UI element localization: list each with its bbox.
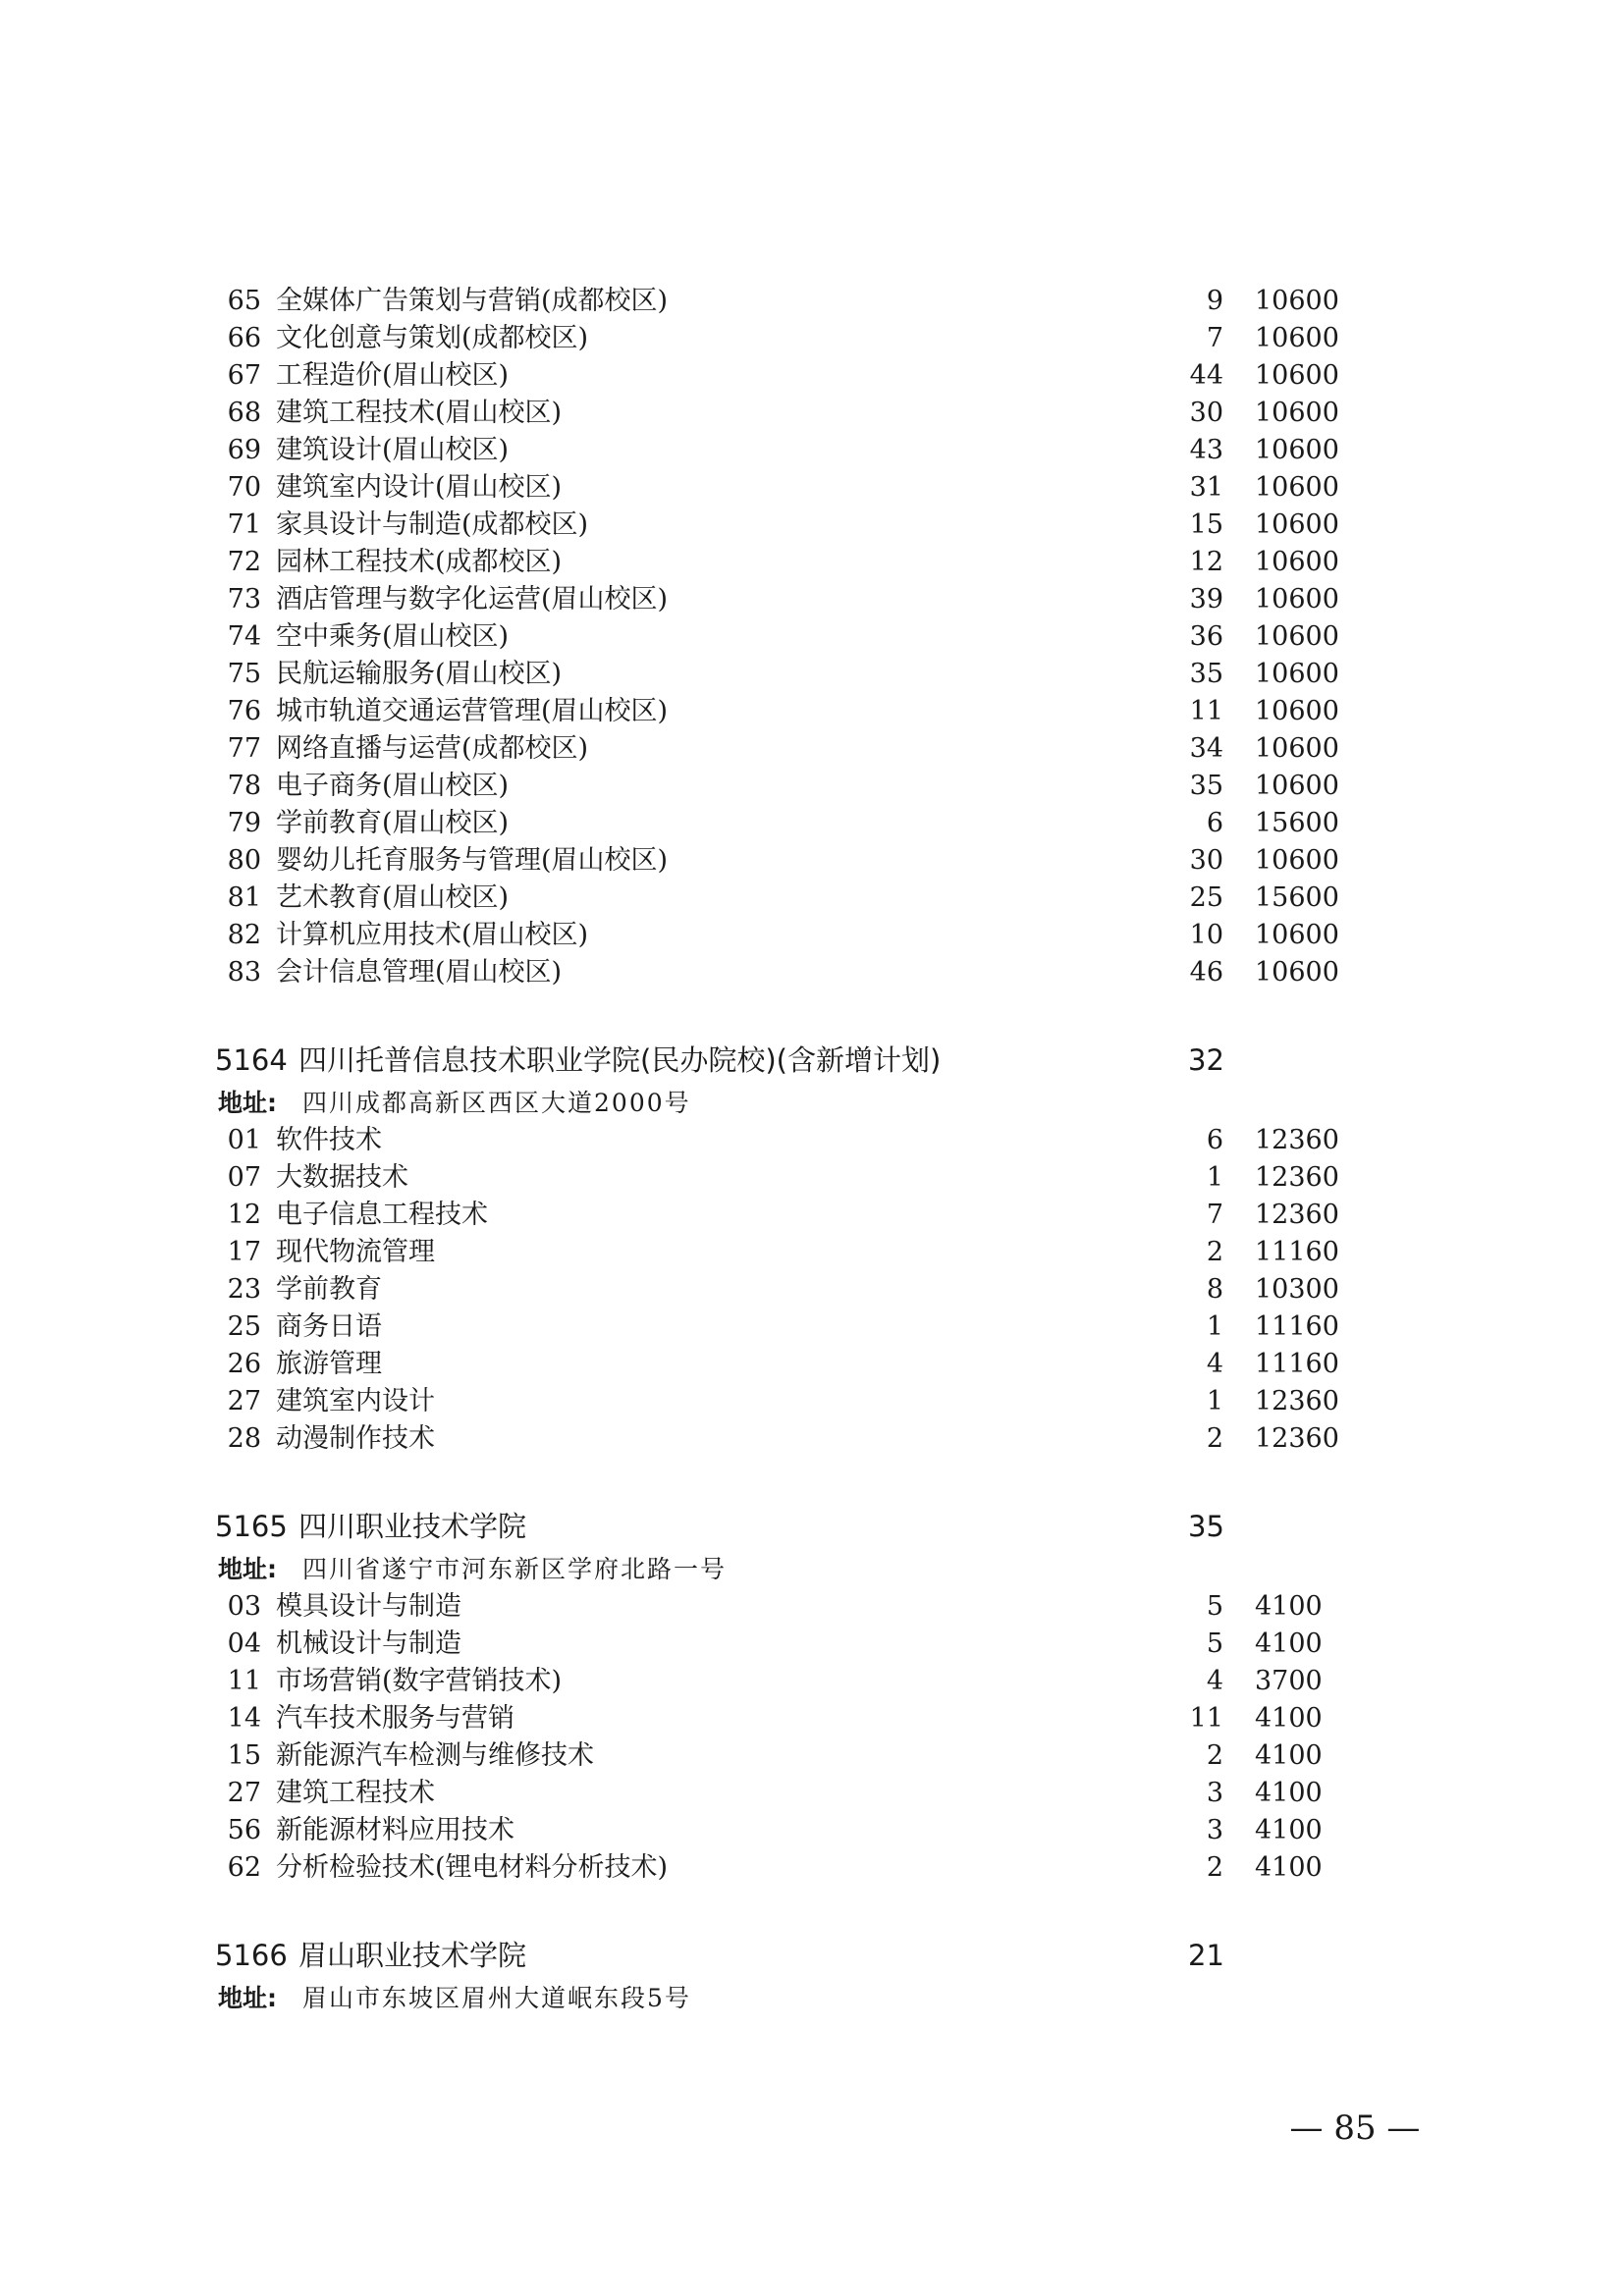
major-quota: 11 <box>1189 696 1223 726</box>
major-row <box>0 693 1624 730</box>
major-fee: 12360 <box>1255 1386 1339 1416</box>
major-fee: 4100 <box>1255 1852 1323 1883</box>
school-section <box>0 1036 1624 1458</box>
major-name: 大数据技术 <box>276 1162 408 1193</box>
address-label: 地址: <box>218 1089 277 1117</box>
major-fee: 4100 <box>1255 1815 1323 1845</box>
major-row <box>0 1737 1624 1775</box>
major-name: 建筑室内设计 <box>276 1386 435 1416</box>
major-name: 现代物流管理 <box>276 1237 435 1267</box>
school-name: 四川职业技术学院 <box>298 1510 527 1543</box>
major-code: 69 <box>227 435 261 465</box>
major-name: 机械设计与制造 <box>276 1629 461 1659</box>
major-row <box>0 469 1624 507</box>
major-code: 66 <box>227 323 261 353</box>
major-code: 56 <box>227 1815 261 1845</box>
major-name: 软件技术 <box>276 1125 382 1155</box>
major-code: 83 <box>227 957 261 988</box>
major-quota: 4 <box>1206 1349 1223 1379</box>
school-code: 5165 <box>215 1510 288 1543</box>
major-row <box>0 1159 1624 1197</box>
major-quota: 15 <box>1189 509 1223 540</box>
major-quota: 30 <box>1189 845 1223 876</box>
major-name: 建筑室内设计(眉山校区) <box>276 472 563 503</box>
major-quota: 31 <box>1189 472 1223 503</box>
major-fee: 10600 <box>1255 472 1339 503</box>
school-name: 眉山职业技术学院 <box>298 1939 527 1972</box>
major-code: 15 <box>227 1740 261 1771</box>
major-fee: 15600 <box>1255 808 1339 838</box>
major-name: 会计信息管理(眉山校区) <box>276 957 563 988</box>
major-row <box>0 656 1624 693</box>
address-text: 四川成都高新区西区大道2000号 <box>302 1089 691 1117</box>
major-name: 旅游管理 <box>276 1349 382 1379</box>
major-fee: 10600 <box>1255 323 1339 353</box>
major-code: 14 <box>227 1703 261 1734</box>
school-address <box>0 1980 1624 2017</box>
major-fee: 11160 <box>1255 1311 1339 1342</box>
major-name: 工程造价(眉山校区) <box>276 360 510 391</box>
major-quota: 2 <box>1206 1852 1223 1883</box>
major-name: 城市轨道交通运营管理(眉山校区) <box>276 696 669 726</box>
major-quota: 35 <box>1189 659 1223 689</box>
major-code: 74 <box>227 621 261 652</box>
major-code: 07 <box>227 1162 261 1193</box>
major-fee: 3700 <box>1255 1666 1323 1696</box>
school-code: 5164 <box>215 1043 288 1077</box>
major-row <box>0 283 1624 320</box>
major-row <box>0 917 1624 954</box>
major-name: 电子商务(眉山校区) <box>276 771 510 801</box>
major-name: 新能源材料应用技术 <box>276 1815 514 1845</box>
major-code: 82 <box>227 920 261 950</box>
major-row <box>0 544 1624 581</box>
major-quota: 10 <box>1189 920 1223 950</box>
school-total-quota: 21 <box>1188 1939 1224 1972</box>
major-code: 11 <box>227 1666 261 1696</box>
school-address <box>0 1085 1624 1122</box>
major-row <box>0 730 1624 768</box>
major-code: 12 <box>227 1200 261 1230</box>
major-code: 73 <box>227 584 261 614</box>
major-row <box>0 1626 1624 1663</box>
major-quota: 6 <box>1206 808 1223 838</box>
major-name: 电子信息工程技术 <box>276 1200 488 1230</box>
major-row <box>0 357 1624 395</box>
major-code: 28 <box>227 1423 261 1454</box>
major-quota: 5 <box>1206 1629 1223 1659</box>
school-header <box>0 1931 1624 1980</box>
major-row <box>0 1234 1624 1271</box>
major-code: 23 <box>227 1274 261 1305</box>
major-quota: 39 <box>1189 584 1223 614</box>
page-content <box>0 283 1624 2017</box>
school-section <box>0 1931 1624 2017</box>
school-header <box>0 1036 1624 1085</box>
school-name: 四川托普信息技术职业学院(民办院校)(含新增计划) <box>298 1043 942 1077</box>
major-quota: 3 <box>1206 1815 1223 1845</box>
major-name: 民航运输服务(眉山校区) <box>276 659 563 689</box>
major-row <box>0 1383 1624 1420</box>
major-row <box>0 581 1624 618</box>
major-fee: 10600 <box>1255 733 1339 764</box>
major-quota: 6 <box>1206 1125 1223 1155</box>
major-name: 计算机应用技术(眉山校区) <box>276 920 589 950</box>
major-name: 建筑工程技术 <box>276 1778 435 1808</box>
address-text: 四川省遂宁市河东新区学府北路一号 <box>302 1555 728 1583</box>
major-quota: 43 <box>1189 435 1223 465</box>
major-name: 学前教育 <box>276 1274 382 1305</box>
major-row <box>0 1346 1624 1383</box>
school-header <box>0 1502 1624 1551</box>
major-quota: 4 <box>1206 1666 1223 1696</box>
major-code: 62 <box>227 1852 261 1883</box>
major-fee: 4100 <box>1255 1591 1323 1622</box>
major-fee: 10600 <box>1255 547 1339 577</box>
major-code: 70 <box>227 472 261 503</box>
major-quota: 7 <box>1206 323 1223 353</box>
major-code: 27 <box>227 1386 261 1416</box>
address-label: 地址: <box>218 1555 277 1583</box>
school-section <box>0 1502 1624 1887</box>
major-row <box>0 1812 1624 1849</box>
major-quota: 12 <box>1189 547 1223 577</box>
major-code: 65 <box>227 286 261 316</box>
major-row <box>0 1197 1624 1234</box>
major-row <box>0 1271 1624 1308</box>
major-row <box>0 1308 1624 1346</box>
major-fee: 10600 <box>1255 845 1339 876</box>
major-name: 婴幼儿托育服务与管理(眉山校区) <box>276 845 669 876</box>
major-row <box>0 842 1624 880</box>
major-row <box>0 507 1624 544</box>
major-name: 全媒体广告策划与营销(成都校区) <box>276 286 669 316</box>
major-row <box>0 1420 1624 1458</box>
major-fee: 4100 <box>1255 1629 1323 1659</box>
major-fee: 4100 <box>1255 1740 1323 1771</box>
major-quota: 11 <box>1189 1703 1223 1734</box>
school-total-quota: 32 <box>1188 1043 1224 1077</box>
major-row <box>0 1775 1624 1812</box>
major-fee: 10600 <box>1255 584 1339 614</box>
major-name: 模具设计与制造 <box>276 1591 461 1622</box>
major-fee: 10600 <box>1255 659 1339 689</box>
major-fee: 10600 <box>1255 696 1339 726</box>
major-quota: 9 <box>1206 286 1223 316</box>
major-quota: 25 <box>1189 882 1223 913</box>
major-fee: 15600 <box>1255 882 1339 913</box>
major-name: 酒店管理与数字化运营(眉山校区) <box>276 584 669 614</box>
major-code: 68 <box>227 398 261 428</box>
continued-major-list <box>0 283 1624 991</box>
major-fee: 12360 <box>1255 1200 1339 1230</box>
major-code: 04 <box>227 1629 261 1659</box>
major-row <box>0 880 1624 917</box>
major-quota: 35 <box>1189 771 1223 801</box>
major-row <box>0 768 1624 805</box>
major-quota: 7 <box>1206 1200 1223 1230</box>
major-name: 空中乘务(眉山校区) <box>276 621 510 652</box>
major-row <box>0 805 1624 842</box>
major-row <box>0 618 1624 656</box>
major-name: 建筑工程技术(眉山校区) <box>276 398 563 428</box>
address-text: 眉山市东坡区眉州大道岷东段5号 <box>302 1984 691 2012</box>
major-name: 分析检验技术(锂电材料分析技术) <box>276 1852 669 1883</box>
major-quota: 1 <box>1206 1162 1223 1193</box>
major-fee: 10600 <box>1255 435 1339 465</box>
major-code: 67 <box>227 360 261 391</box>
major-name: 艺术教育(眉山校区) <box>276 882 510 913</box>
major-row <box>0 1122 1624 1159</box>
major-row <box>0 1588 1624 1626</box>
major-code: 25 <box>227 1311 261 1342</box>
major-fee: 11160 <box>1255 1349 1339 1379</box>
major-code: 78 <box>227 771 261 801</box>
major-fee: 10600 <box>1255 771 1339 801</box>
major-row <box>0 1849 1624 1887</box>
major-quota: 5 <box>1206 1591 1223 1622</box>
major-name: 商务日语 <box>276 1311 382 1342</box>
major-code: 27 <box>227 1778 261 1808</box>
major-quota: 2 <box>1206 1423 1223 1454</box>
major-fee: 12360 <box>1255 1423 1339 1454</box>
major-fee: 11160 <box>1255 1237 1339 1267</box>
major-code: 01 <box>227 1125 261 1155</box>
major-fee: 10600 <box>1255 398 1339 428</box>
address-label: 地址: <box>218 1984 277 2012</box>
major-fee: 4100 <box>1255 1778 1323 1808</box>
major-quota: 30 <box>1189 398 1223 428</box>
major-code: 26 <box>227 1349 261 1379</box>
major-code: 79 <box>227 808 261 838</box>
major-quota: 3 <box>1206 1778 1223 1808</box>
major-name: 汽车技术服务与营销 <box>276 1703 514 1734</box>
major-fee: 10600 <box>1255 621 1339 652</box>
school-total-quota: 35 <box>1188 1510 1224 1543</box>
major-name: 建筑设计(眉山校区) <box>276 435 510 465</box>
major-quota: 44 <box>1189 360 1223 391</box>
major-quota: 8 <box>1206 1274 1223 1305</box>
major-code: 71 <box>227 509 261 540</box>
major-row <box>0 954 1624 991</box>
major-fee: 10600 <box>1255 286 1339 316</box>
major-fee: 12360 <box>1255 1125 1339 1155</box>
major-name: 市场营销(数字营销技术) <box>276 1666 563 1696</box>
major-code: 17 <box>227 1237 261 1267</box>
major-name: 家具设计与制造(成都校区) <box>276 509 589 540</box>
major-quota: 1 <box>1206 1311 1223 1342</box>
major-name: 网络直播与运营(成都校区) <box>276 733 589 764</box>
major-quota: 2 <box>1206 1740 1223 1771</box>
major-code: 80 <box>227 845 261 876</box>
major-name: 文化创意与策划(成都校区) <box>276 323 589 353</box>
major-fee: 4100 <box>1255 1703 1323 1734</box>
major-row <box>0 320 1624 357</box>
page-number: — 85 — <box>1289 2109 1421 2148</box>
major-code: 81 <box>227 882 261 913</box>
major-quota: 34 <box>1189 733 1223 764</box>
major-fee: 10600 <box>1255 509 1339 540</box>
major-fee: 10600 <box>1255 360 1339 391</box>
major-name: 学前教育(眉山校区) <box>276 808 510 838</box>
major-name: 动漫制作技术 <box>276 1423 435 1454</box>
major-code: 77 <box>227 733 261 764</box>
major-code: 75 <box>227 659 261 689</box>
major-row <box>0 1663 1624 1700</box>
school-address <box>0 1551 1624 1588</box>
major-row <box>0 395 1624 432</box>
major-fee: 10600 <box>1255 920 1339 950</box>
major-code: 03 <box>227 1591 261 1622</box>
major-quota: 46 <box>1189 957 1223 988</box>
school-code: 5166 <box>215 1939 288 1972</box>
major-fee: 10600 <box>1255 957 1339 988</box>
major-row <box>0 1700 1624 1737</box>
major-fee: 12360 <box>1255 1162 1339 1193</box>
major-quota: 36 <box>1189 621 1223 652</box>
major-name: 新能源汽车检测与维修技术 <box>276 1740 594 1771</box>
major-code: 76 <box>227 696 261 726</box>
major-fee: 10300 <box>1255 1274 1339 1305</box>
major-quota: 1 <box>1206 1386 1223 1416</box>
major-quota: 2 <box>1206 1237 1223 1267</box>
major-name: 园林工程技术(成都校区) <box>276 547 563 577</box>
major-code: 72 <box>227 547 261 577</box>
major-row <box>0 432 1624 469</box>
